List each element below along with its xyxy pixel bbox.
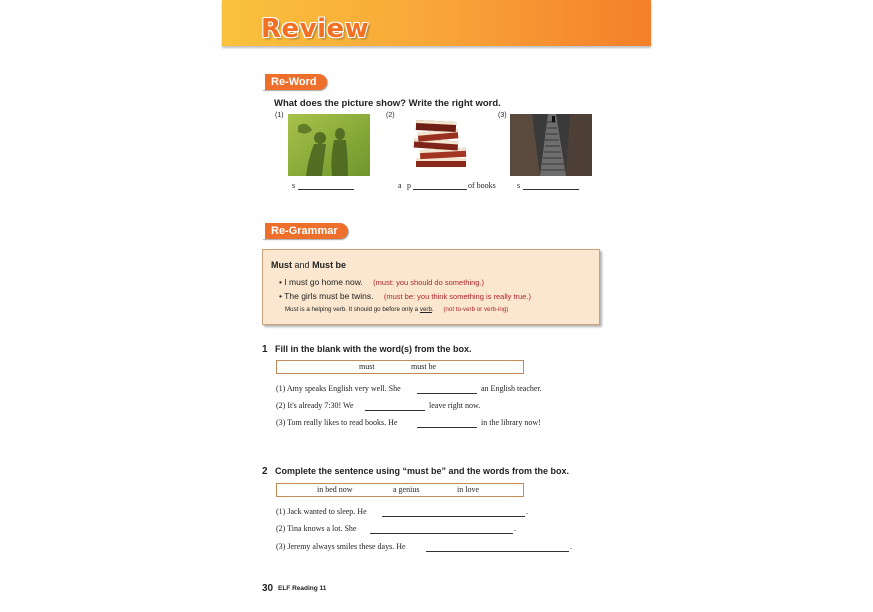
sentence-2-2-end: .: [514, 524, 516, 533]
sentence-2-1: (1) Jack wanted to sleep. He: [276, 507, 367, 516]
answer-blank[interactable]: [426, 551, 569, 552]
example-2: • The girls must be twins. (must be: you think something is really true.): [279, 291, 531, 301]
sentence-2-3-end: .: [570, 542, 572, 551]
answer-blank[interactable]: [417, 427, 477, 428]
blank-lead: a: [398, 181, 402, 190]
answer-blank[interactable]: [365, 410, 425, 411]
example-1: • I must go home now. (must: you should do something.): [279, 277, 485, 287]
header-banner: [222, 0, 651, 46]
answer-blank[interactable]: [413, 189, 467, 190]
word-choice: must be: [411, 362, 437, 371]
sentence-1-2: (2) It's already 7:30! We: [276, 401, 354, 410]
word-choice: in bed now: [317, 485, 353, 494]
blank-suffix: of books: [468, 181, 496, 190]
workbook-page: [222, 0, 651, 612]
stairs-picture: [510, 114, 592, 176]
exercise-2-instruction: Complete the sentence using “must be” and the words from the box.: [275, 466, 570, 476]
re-word-tab: Re-Word: [262, 74, 327, 90]
re-grammar-tab: Re-Grammar: [262, 223, 348, 239]
exercise-1-number: 1: [262, 344, 268, 355]
sentence-2-1-end: .: [526, 507, 528, 516]
answer-blank[interactable]: [523, 189, 579, 190]
sentence-1-1-end: an English teacher.: [481, 384, 542, 393]
books-picture: [412, 118, 474, 172]
word-choice: a genius: [393, 485, 420, 494]
sentence-1-1: (1) Amy speaks English very well. She: [276, 384, 401, 393]
answer-blank[interactable]: [370, 533, 513, 534]
sentence-1-3: (3) Tom really likes to read books. He: [276, 418, 398, 427]
grammar-box: [262, 249, 600, 325]
blank-prefix: p: [407, 181, 411, 190]
item-number: (3): [498, 112, 507, 119]
exercise-2-number: 2: [262, 466, 268, 477]
item-number: (1): [275, 112, 284, 119]
page-title: Review: [261, 14, 370, 44]
word-box-2: [276, 483, 524, 497]
sentence-1-3-end: in the library now!: [481, 418, 541, 427]
re-word-question: What does the picture show? Write the right word.: [274, 98, 501, 109]
blank-prefix: s: [517, 181, 521, 190]
shadow-picture: [288, 114, 370, 176]
blank-prefix: s: [292, 181, 296, 190]
exercise-1-instruction: Fill in the blank with the word(s) from the box.: [275, 344, 472, 354]
answer-blank[interactable]: [382, 516, 525, 517]
answer-blank[interactable]: [417, 393, 477, 394]
grammar-title: Must and Must be: [271, 260, 347, 270]
sentence-1-2-end: leave right now.: [429, 401, 481, 410]
sentence-2-3: (3) Jeremy always smiles these days. He: [276, 542, 406, 551]
answer-blank[interactable]: [298, 189, 354, 190]
word-choice: must: [359, 362, 375, 371]
item-number: (2): [386, 112, 395, 119]
book-title: ELF Reading 11: [278, 585, 327, 592]
word-box-1: [276, 360, 524, 374]
sentence-2-2: (2) Tina knows a lot. She: [276, 524, 357, 533]
grammar-note: Must is a helping verb. It should go before only a verb. (not to-verb or verb-ing): [285, 306, 509, 313]
page-number: 30: [262, 583, 274, 594]
word-choice: in love: [457, 485, 479, 494]
